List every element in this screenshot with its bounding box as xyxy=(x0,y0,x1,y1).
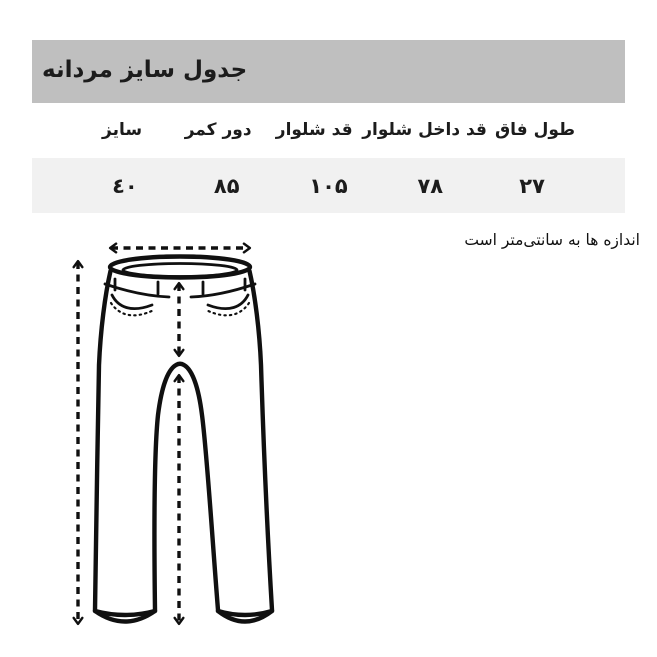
value-rise: ۲۷ xyxy=(519,173,545,198)
value-size: ٤٠ xyxy=(112,173,138,198)
column-header-waist: دور کمر xyxy=(184,120,252,140)
size-table-header-row xyxy=(32,108,625,152)
column-header-size: سایز xyxy=(102,120,143,140)
size-chart-title-bar xyxy=(32,40,625,103)
column-header-rise: طول فاق xyxy=(494,120,575,140)
units-note: اندازه ها به سانتی‌متر است xyxy=(464,231,640,249)
column-header-inseam: قد داخل شلوار xyxy=(362,120,487,140)
pants-outline xyxy=(95,257,272,622)
column-header-pant-length: قد شلوار xyxy=(275,120,353,140)
size-table-value-row xyxy=(32,158,625,213)
value-inseam: ۷۸ xyxy=(417,173,444,198)
value-waist: ۸۵ xyxy=(213,173,240,198)
value-pant-length: ۱۰۵ xyxy=(309,173,348,198)
pants-measurement-diagram xyxy=(55,235,280,647)
size-chart-title: جدول سایز مردانه xyxy=(42,56,248,83)
